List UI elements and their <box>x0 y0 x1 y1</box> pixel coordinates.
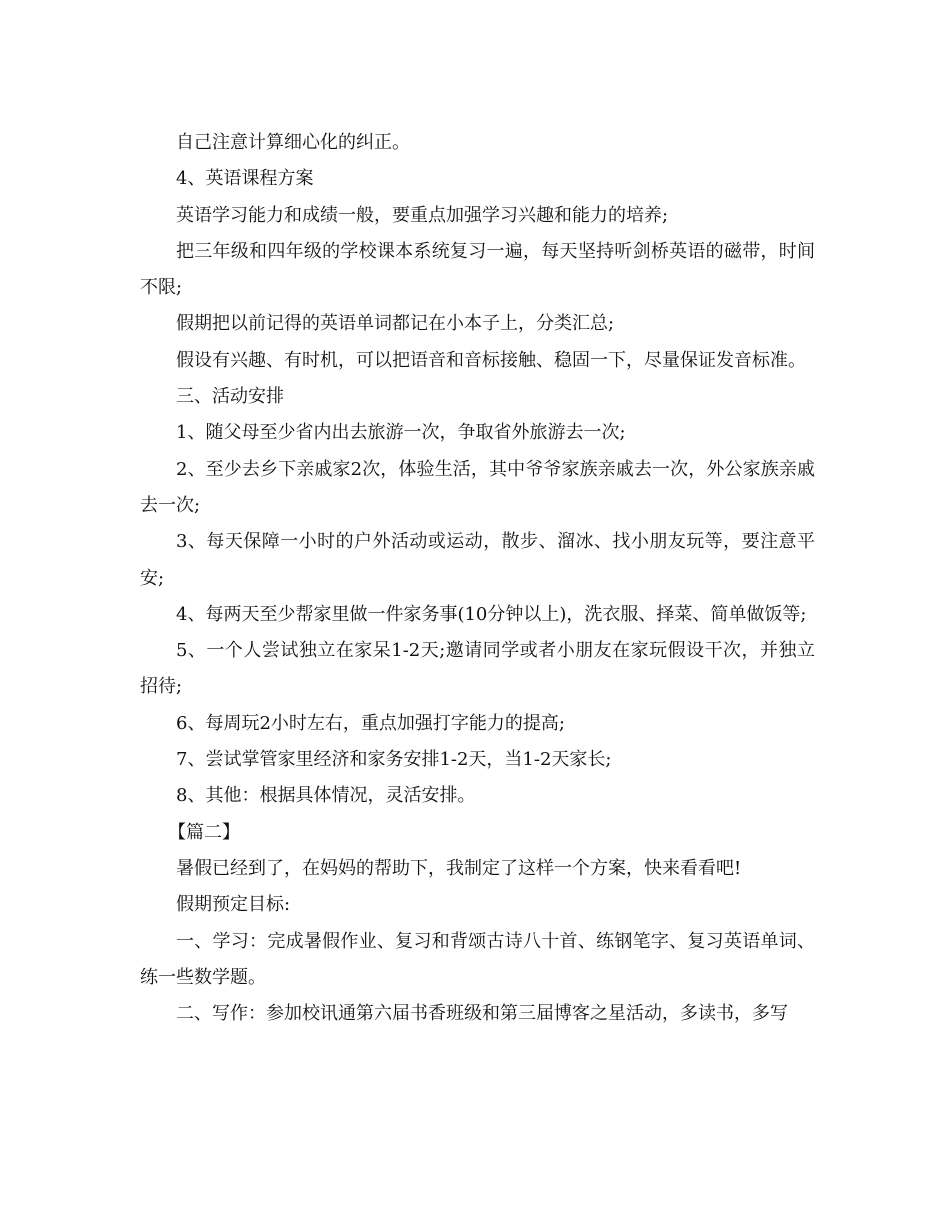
list-item: 7、尝试掌管家里经济和家务安排1-2天，当1-2天家长; <box>176 749 612 771</box>
list-item: 1、随父母至少省内出去旅游一次，争取省外旅游去一次; <box>176 422 626 444</box>
list-item: 5、一个人尝试独立在家呆1-2天;邀请同学或者小朋友在家玩假设干次，并独立招待; <box>140 640 815 698</box>
paragraph: 英语学习能力和成绩一般，要重点加强学习兴趣和能力的培养; <box>176 204 669 226</box>
list-item: 6、每周玩2小时左右，重点加强打字能力的提高; <box>176 712 565 734</box>
section-heading-activities: 三、活动安排 <box>176 386 284 408</box>
list-item: 4、每两天至少帮家里做一件家务事(10分钟以上)，洗衣服、择菜、简单做饭等; <box>176 603 807 625</box>
paragraph: 暑假已经到了，在妈妈的帮助下，我制定了这样一个方案，快来看看吧! <box>176 857 742 879</box>
section-heading-english-plan: 4、英语课程方案 <box>176 168 314 190</box>
goal-item: 二、写作：参加校讯通第六届书香班级和第三届博客之星活动，多读书，多写 <box>176 1003 788 1025</box>
paragraph: 假设有兴趣、有时机，可以把语音和音标接触、稳固一下，尽量保证发音标准。 <box>176 349 806 371</box>
paragraph: 假期把以前记得的英语单词都记在小本子上，分类汇总; <box>176 313 615 335</box>
list-item: 3、每天保障一小时的户外活动或运动，散步、溜冰、找小朋友玩等，要注意平安; <box>140 531 815 589</box>
paragraph: 把三年级和四年级的学校课本系统复习一遍，每天坚持听剑桥英语的磁带，时间不限; <box>140 240 815 299</box>
paragraph-continuation: 自己注意计算细心化的纠正。 <box>176 132 410 153</box>
paragraph: 假期预定目标: <box>176 894 291 916</box>
goal-item: 一、学习：完成暑假作业、复习和背颂古诗八十首、练钢笔字、复习英语单词、练一些数学题。 <box>140 930 815 988</box>
part-heading: 【篇二】 <box>168 821 240 843</box>
list-item: 2、至少去乡下亲戚家2次，体验生活，其中爷爷家族亲戚去一次，外公家族亲戚去一次; <box>140 458 815 516</box>
list-item: 8、其他：根据具体情况，灵活安排。 <box>176 785 476 807</box>
document-body <box>140 125 815 1032</box>
